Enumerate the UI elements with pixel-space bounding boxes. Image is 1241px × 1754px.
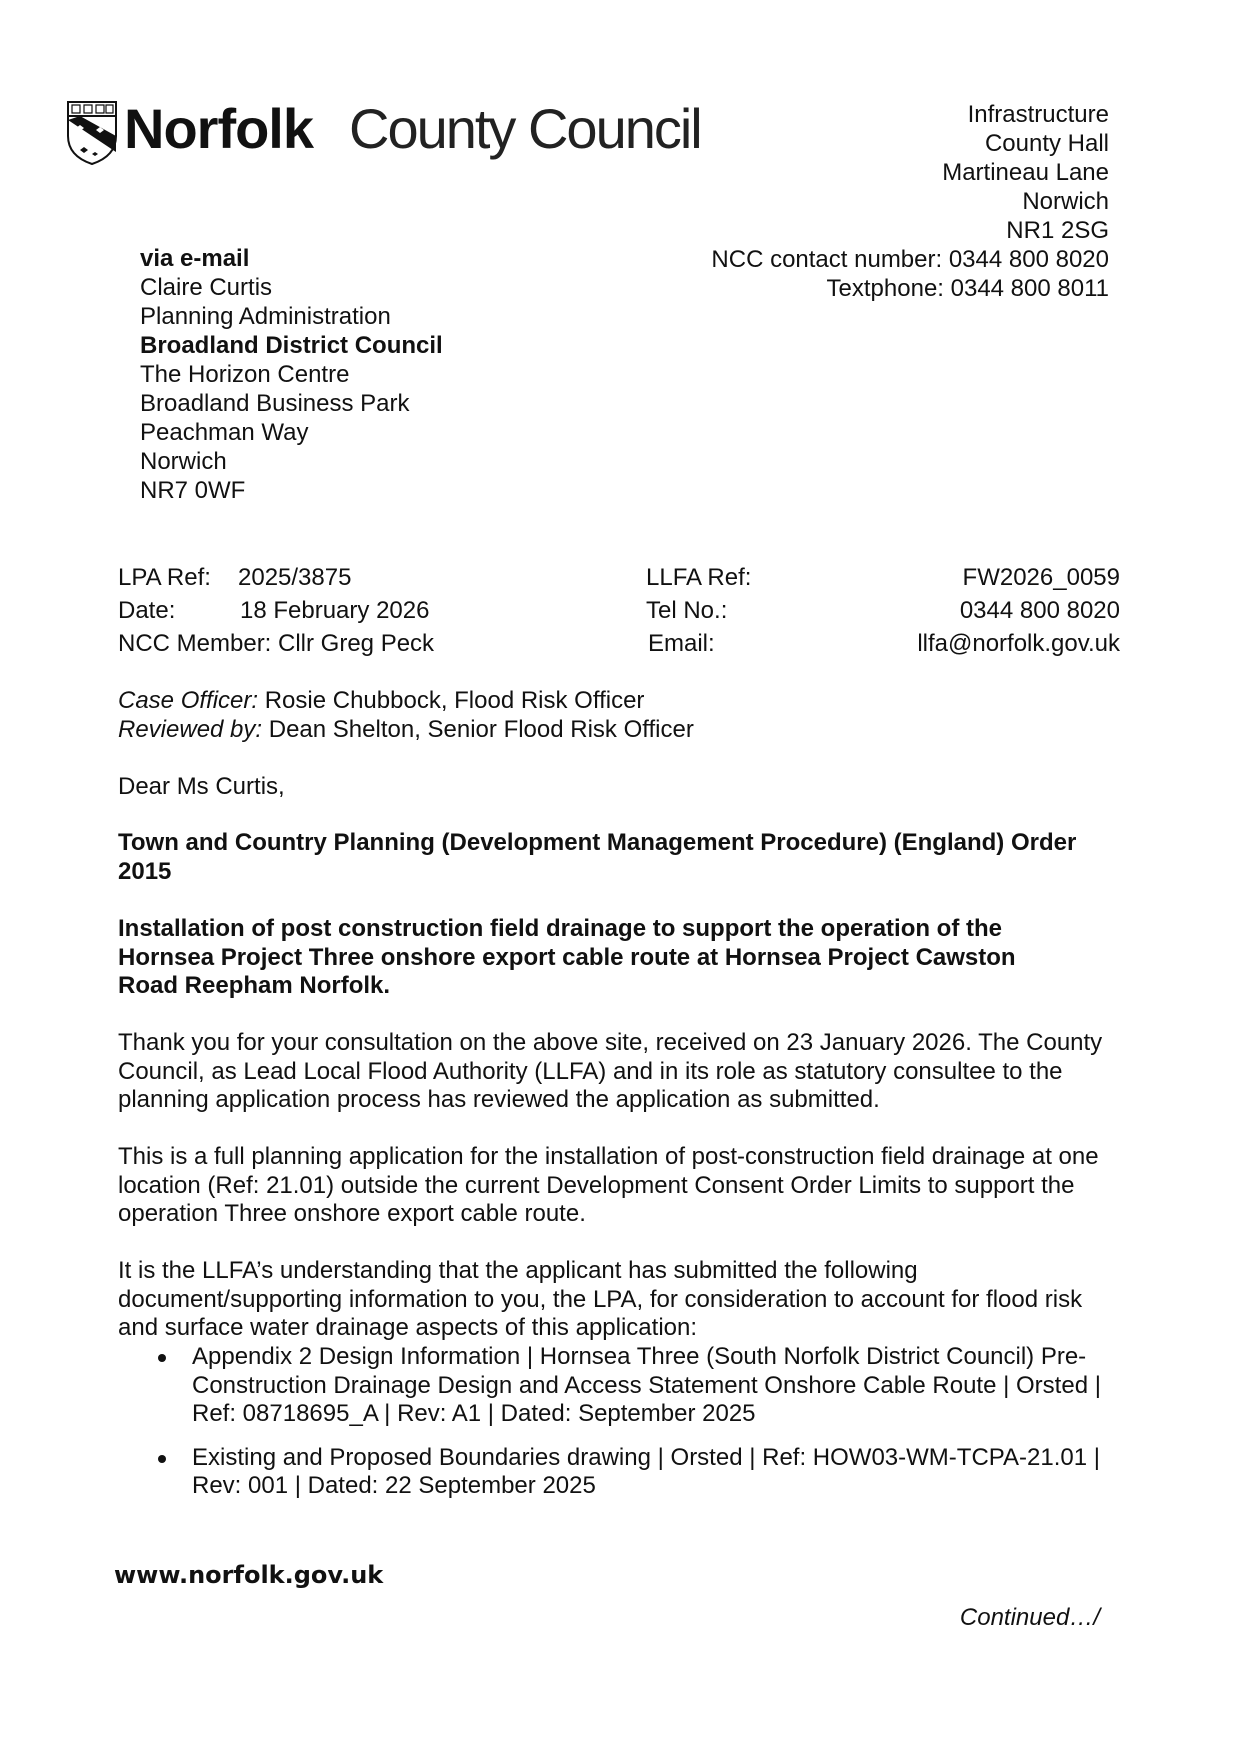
website-link[interactable]: www.norfolk.gov.uk [114,1561,384,1589]
recipient-org: Broadland District Council [140,332,443,359]
email-value[interactable]: llfa@norfolk.gov.uk [917,630,1120,657]
logo-name-light: County Council [349,97,701,160]
sender-line: County Hall [984,130,1109,157]
paragraph-understanding: It is the LLFA’s understanding that the applicant has submitted the following document/supporting information to you, the LPA, for consideration to account for flood risk and surface water drainage aspects of this application: [118,1257,1083,1341]
list-item [118,1343,1118,1429]
case-officer [118,686,644,715]
reviewed-by-value: Dean Shelton, Senior Flood Risk Officer [262,716,694,743]
lpa-ref-label: LPA Ref: [118,564,211,591]
document-item-text: Existing and Proposed Boundaries drawing | Orsted | Ref: HOW03-WM-TCPA-21.01 | Rev: 001 | Dated: 22 September 2025 [192,1443,1100,1499]
tel-value: 0344 800 8020 [959,597,1120,624]
recipient-address-line: Broadland Business Park [140,390,410,417]
sender-line: Norwich [1022,188,1109,215]
recipient-address-line: The Horizon Centre [140,361,350,388]
document-item-text: Appendix 2 Design Information | Hornsea Three (South Norfolk District Council) Pre-Construction Drainage Design and Access Statement Onshore Cable Route | Orsted | Ref: 08718695_A | Rev: A1 | Dated: September 2025 [192,1343,1101,1427]
recipient-name: Claire Curtis [140,274,273,301]
case-officer-value: Rosie Chubbock, Flood Risk Officer [258,687,645,714]
sender-line: Martineau Lane [942,159,1109,186]
date-label: Date: [118,597,176,624]
bullet-icon [158,1455,166,1463]
lpa-ref-value: 2025/3875 [238,564,352,591]
reviewed-by-label: Reviewed by: [118,716,263,743]
date-value: 18 February 2026 [240,597,430,624]
recipient-address [140,244,443,505]
sender-line: NR1 2SG [1006,217,1109,244]
sender-contact-number: NCC contact number: 0344 800 8020 [711,246,1109,273]
case-officer-label: Case Officer: [118,687,259,714]
paragraph-consultation: Thank you for your consultation on the above site, received on 23 January 2026. The County Council, as Lead Local Flood Authority (LLFA) and in its role as statutory consultee to the planning application process has reviewed the application as submitted. [118,1029,1103,1113]
llfa-ref-label: LLFA Ref: [646,564,752,591]
email-label: Email: [648,630,715,657]
logo-name-bold: Norfolk [124,97,313,160]
recipient-address-line: Peachman Way [140,419,309,446]
reviewed-by [118,715,694,744]
sender-textphone: Textphone: 0344 800 8011 [826,275,1109,302]
ncc-member: NCC Member: Cllr Greg Peck [118,630,435,657]
salutation: Dear Ms Curtis, [118,773,285,800]
via-email: via e-mail [140,245,250,272]
norfolk-crest-icon [66,100,118,166]
recipient-address-line: Norwich [140,448,227,475]
sender-line: Infrastructure [967,101,1109,128]
heading-application: Installation of post construction field drainage to support the operation of the Hornsea Project Three onshore export cable route at Hornsea Project Cawston Road Reepham Norfolk. [118,915,1016,999]
sender-address [711,100,1109,303]
heading-legislation: Town and Country Planning (Development Management Procedure) (England) Order 2015 [118,829,1077,885]
recipient-dept: Planning Administration [140,303,391,330]
llfa-ref-value: FW2026_0059 [962,564,1120,591]
recipient-address-line: NR7 0WF [140,477,246,504]
document-list [118,1343,1118,1516]
bullet-icon [158,1354,166,1362]
tel-label: Tel No.: [646,597,728,624]
list-item [118,1444,1118,1501]
continued-note: Continued…/ [959,1604,1100,1631]
paragraph-application: This is a full planning application for the installation of post-construction field drainage at one location (Ref: 21.01) outside the current Development Consent Order Limits to support the operation Three onshore export cable route. [118,1143,1099,1227]
